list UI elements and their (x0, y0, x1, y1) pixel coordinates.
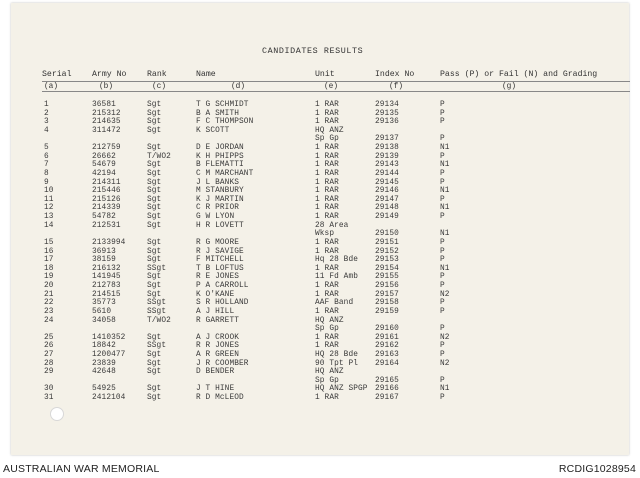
cell-unit: 1 RAR (315, 161, 339, 170)
cell-army-no: 26662 (92, 152, 116, 161)
cell-result: P (440, 135, 445, 144)
cell-unit: 1 RAR (315, 144, 339, 153)
cell-serial: 28 (44, 359, 54, 368)
cell-unit: 1 RAR (315, 109, 339, 118)
cell-index-no: 29165 (375, 376, 399, 385)
cell-unit: 1 RAR (315, 187, 339, 196)
cell-serial: 14 (44, 221, 54, 230)
cell-rank: Sgt (147, 144, 162, 153)
cell-result: N1 (440, 144, 450, 153)
cell-rank: Sgt (147, 333, 162, 342)
cell-army-no: 54679 (92, 161, 116, 170)
header-name: Name (196, 70, 216, 79)
cell-serial: 21 (44, 290, 54, 299)
cell-unit: HQ ANZ SPGP (315, 385, 368, 394)
cell-result: P (440, 282, 445, 291)
cell-unit: 28 Area (315, 221, 349, 230)
cell-name: J L BANKS (196, 178, 240, 187)
cell-unit: 11 Fd Amb (315, 273, 359, 282)
cell-rank: SSgt (147, 264, 167, 273)
table-row (0, 135, 640, 143)
cell-army-no: 35773 (92, 299, 116, 308)
table-row (0, 222, 640, 230)
cell-rank: T/WO2 (147, 152, 171, 161)
table-row (0, 334, 640, 342)
cell-serial: 23 (44, 307, 54, 316)
header-serial: Serial (42, 70, 72, 79)
cell-serial: 13 (44, 213, 54, 222)
cell-unit: 1 RAR (315, 238, 339, 247)
table-row (0, 110, 640, 118)
cell-name: G W LYON (196, 213, 235, 222)
header-rule-top (42, 81, 630, 82)
cell-serial: 27 (44, 350, 54, 359)
cell-result: N1 (440, 187, 450, 196)
cell-unit: 1 RAR (315, 178, 339, 187)
cell-unit: Wksp (315, 230, 335, 239)
cell-rank: Sgt (147, 238, 162, 247)
cell-army-no: 214339 (92, 204, 121, 213)
table-row (0, 196, 640, 204)
cell-rank: SSgt (147, 307, 167, 316)
cell-rank: SSgt (147, 342, 167, 351)
cell-rank: T/WO2 (147, 316, 171, 325)
cell-army-no: 214311 (92, 178, 121, 187)
punch-hole (50, 407, 64, 421)
cell-rank: Sgt (147, 204, 162, 213)
cell-army-no: 23839 (92, 359, 116, 368)
cell-index-no: 29147 (375, 195, 399, 204)
cell-army-no: 1410352 (92, 333, 126, 342)
cell-serial: 30 (44, 385, 54, 394)
cell-army-no: 2412104 (92, 394, 126, 403)
cell-name: R D McLEOD (196, 394, 244, 403)
footer-institution: AUSTRALIAN WAR MEMORIAL (3, 463, 160, 475)
cell-name: C R PRIOR (196, 204, 240, 213)
cell-army-no: 214635 (92, 118, 121, 127)
cell-index-no: 29135 (375, 109, 399, 118)
col-letter-d: (d) (231, 83, 246, 91)
cell-unit: 1 RAR (315, 101, 339, 109)
cell-serial: 25 (44, 333, 54, 342)
cell-army-no: 2133994 (92, 238, 126, 247)
cell-result: P (440, 118, 445, 127)
cell-serial: 17 (44, 256, 54, 265)
cell-rank: Sgt (147, 126, 162, 135)
cell-unit: 1 RAR (315, 342, 339, 351)
cell-name: F C THOMPSON (196, 118, 254, 127)
table-row (0, 101, 640, 109)
cell-name: K O'KANE (196, 290, 235, 299)
table-row (0, 144, 640, 152)
cell-army-no: 54925 (92, 385, 116, 394)
cell-rank: Sgt (147, 101, 162, 109)
cell-rank: Sgt (147, 169, 162, 178)
col-letter-b: (b) (99, 83, 114, 91)
cell-unit: Sp Gp (315, 135, 339, 144)
table-row (0, 299, 640, 307)
cell-unit: Sp Gp (315, 376, 339, 385)
header-index-no: Index No (375, 70, 415, 79)
cell-name: F MITCHELL (196, 256, 244, 265)
cell-rank: Sgt (147, 359, 162, 368)
col-letter-f: (f) (389, 83, 404, 91)
table-row (0, 161, 640, 169)
cell-index-no: 29157 (375, 290, 399, 299)
cell-army-no: 36581 (92, 101, 116, 109)
cell-index-no: 29143 (375, 161, 399, 170)
cell-unit: 1 RAR (315, 282, 339, 291)
cell-army-no: 36913 (92, 247, 116, 256)
cell-serial: 2 (44, 109, 49, 118)
cell-name: R GARRETT (196, 316, 240, 325)
cell-result: P (440, 101, 445, 109)
cell-unit: 1 RAR (315, 152, 339, 161)
cell-name: C M MARCHANT (196, 169, 254, 178)
cell-army-no: 1200477 (92, 350, 126, 359)
cell-serial: 9 (44, 178, 49, 187)
cell-index-no: 29148 (375, 204, 399, 213)
table-row (0, 273, 640, 281)
cell-army-no: 214515 (92, 290, 121, 299)
cell-army-no: 215126 (92, 195, 121, 204)
cell-name: A J CROOK (196, 333, 240, 342)
cell-unit: 1 RAR (315, 118, 339, 127)
cell-name: T B LOFTUS (196, 264, 244, 273)
cell-index-no: 29144 (375, 169, 399, 178)
cell-index-no: 29158 (375, 299, 399, 308)
cell-unit: Hq 28 Bde (315, 256, 359, 265)
cell-serial: 7 (44, 161, 49, 170)
cell-index-no: 29152 (375, 247, 399, 256)
cell-unit: 1 RAR (315, 333, 339, 342)
cell-result: P (440, 342, 445, 351)
cell-serial: 22 (44, 299, 54, 308)
cell-army-no: 212783 (92, 282, 121, 291)
table-row (0, 170, 640, 178)
table-row (0, 118, 640, 126)
cell-index-no: 29159 (375, 307, 399, 316)
table-row (0, 282, 640, 290)
cell-name: D BENDER (196, 368, 235, 377)
table-row (0, 308, 640, 316)
cell-army-no: 18842 (92, 342, 116, 351)
cell-index-no: 29136 (375, 118, 399, 127)
cell-index-no: 29156 (375, 282, 399, 291)
cell-name: J T HINE (196, 385, 235, 394)
table-row (0, 230, 640, 238)
cell-army-no: 216132 (92, 264, 121, 273)
cell-unit: HQ 28 Bde (315, 350, 359, 359)
cell-name: D E JORDAN (196, 144, 244, 153)
cell-rank: Sgt (147, 273, 162, 282)
col-letter-e: (e) (324, 83, 339, 91)
cell-rank: Sgt (147, 247, 162, 256)
cell-index-no: 29164 (375, 359, 399, 368)
cell-unit: AAF Band (315, 299, 354, 308)
cell-index-no: 29162 (375, 342, 399, 351)
cell-result: P (440, 238, 445, 247)
cell-army-no: 42194 (92, 169, 116, 178)
cell-rank: Sgt (147, 178, 162, 187)
cell-serial: 3 (44, 118, 49, 127)
cell-unit: HQ ANZ (315, 126, 344, 135)
cell-serial: 18 (44, 264, 54, 273)
cell-result: N2 (440, 333, 450, 342)
cell-serial: 11 (44, 195, 54, 204)
table-row (0, 360, 640, 368)
cell-serial: 20 (44, 282, 54, 291)
cell-index-no: 29153 (375, 256, 399, 265)
cell-name: M STANBURY (196, 187, 244, 196)
col-letter-g: (g) (502, 83, 517, 91)
cell-result: P (440, 325, 445, 334)
table-row (0, 213, 640, 221)
cell-unit: 1 RAR (315, 213, 339, 222)
cell-serial: 10 (44, 187, 54, 196)
cell-result: N1 (440, 204, 450, 213)
cell-unit: HQ ANZ (315, 368, 344, 377)
cell-result: N2 (440, 359, 450, 368)
cell-rank: Sgt (147, 350, 162, 359)
cell-rank: Sgt (147, 118, 162, 127)
cell-name: R E JONES (196, 273, 240, 282)
cell-rank: Sgt (147, 282, 162, 291)
table-row (0, 153, 640, 161)
header-army-no: Army No (92, 70, 127, 79)
col-letter-c: (c) (152, 83, 167, 91)
cell-result: N1 (440, 161, 450, 170)
cell-index-no: 29145 (375, 178, 399, 187)
cell-unit: 1 RAR (315, 307, 339, 316)
header-rank: Rank (147, 70, 167, 79)
cell-army-no: 311472 (92, 126, 121, 135)
cell-name: J R COOMBER (196, 359, 249, 368)
cell-army-no: 5610 (92, 307, 112, 316)
cell-unit: 1 RAR (315, 394, 339, 403)
cell-result: P (440, 213, 445, 222)
cell-army-no: 212759 (92, 144, 121, 153)
cell-name: K H PHIPPS (196, 152, 244, 161)
cell-serial: 26 (44, 342, 54, 351)
cell-unit: HQ ANZ (315, 316, 344, 325)
cell-serial: 16 (44, 247, 54, 256)
cell-result: P (440, 273, 445, 282)
cell-index-no: 29154 (375, 264, 399, 273)
cell-name: R J SAVIGE (196, 247, 244, 256)
col-letter-a: (a) (44, 83, 59, 91)
header-unit: Unit (315, 70, 335, 79)
cell-rank: Sgt (147, 213, 162, 222)
cell-serial: 15 (44, 238, 54, 247)
cell-serial: 5 (44, 144, 49, 153)
cell-army-no: 215312 (92, 109, 121, 118)
cell-serial: 6 (44, 152, 49, 161)
cell-serial: 8 (44, 169, 49, 178)
cell-result: N1 (440, 264, 450, 273)
cell-rank: Sgt (147, 161, 162, 170)
cell-result: N2 (440, 290, 450, 299)
cell-rank: Sgt (147, 187, 162, 196)
table-row (0, 179, 640, 187)
table-row (0, 342, 640, 350)
cell-name: H R LOVETT (196, 221, 244, 230)
cell-unit: 1 RAR (315, 195, 339, 204)
cell-serial: 1 (44, 101, 49, 109)
cell-army-no: 54782 (92, 213, 116, 222)
cell-unit: 1 RAR (315, 204, 339, 213)
table-row (0, 394, 640, 402)
cell-name: K J MARTIN (196, 195, 244, 204)
cell-result: P (440, 376, 445, 385)
cell-rank: Sgt (147, 368, 162, 377)
table-row (0, 265, 640, 273)
cell-army-no: 34058 (92, 316, 116, 325)
cell-index-no: 29134 (375, 101, 399, 109)
cell-index-no: 29137 (375, 135, 399, 144)
cell-name: T G SCHMIDT (196, 101, 249, 109)
cell-index-no: 29150 (375, 230, 399, 239)
cell-serial: 31 (44, 394, 54, 403)
cell-result: P (440, 109, 445, 118)
cell-army-no: 215446 (92, 187, 121, 196)
cell-index-no: 29161 (375, 333, 399, 342)
cell-result: P (440, 169, 445, 178)
table-row (0, 317, 640, 325)
cell-name: A J HILL (196, 307, 235, 316)
cell-result: P (440, 195, 445, 204)
cell-result: P (440, 394, 445, 403)
table-row (0, 325, 640, 333)
table-row (0, 385, 640, 393)
cell-name: S R HOLLAND (196, 299, 249, 308)
table-row (0, 291, 640, 299)
cell-name: R R JONES (196, 342, 240, 351)
cell-rank: SSgt (147, 299, 167, 308)
cell-army-no: 38159 (92, 256, 116, 265)
cell-index-no: 29138 (375, 144, 399, 153)
cell-index-no: 29139 (375, 152, 399, 161)
cell-name: A R GREEN (196, 350, 240, 359)
cell-unit: 1 RAR (315, 264, 339, 273)
table-row (0, 368, 640, 376)
cell-index-no: 29146 (375, 187, 399, 196)
cell-result: N1 (440, 385, 450, 394)
table-row (0, 204, 640, 212)
cell-name: B A SMITH (196, 109, 240, 118)
cell-unit: 1 RAR (315, 290, 339, 299)
cell-result: P (440, 152, 445, 161)
cell-result: P (440, 256, 445, 265)
cell-rank: Sgt (147, 290, 162, 299)
cell-army-no: 212531 (92, 221, 121, 230)
document-title: CANDIDATES RESULTS (262, 46, 364, 56)
cell-serial: 12 (44, 204, 54, 213)
table-row (0, 239, 640, 247)
cell-army-no: 141945 (92, 273, 121, 282)
cell-unit: 1 RAR (315, 169, 339, 178)
cell-serial: 19 (44, 273, 54, 282)
table-row (0, 351, 640, 359)
table-row (0, 248, 640, 256)
cell-name: R G MOORE (196, 238, 240, 247)
cell-result: P (440, 307, 445, 316)
cell-index-no: 29151 (375, 238, 399, 247)
cell-serial: 29 (44, 368, 54, 377)
cell-index-no: 29167 (375, 394, 399, 403)
header-result: Pass (P) or Fail (N) and Grading (440, 70, 598, 79)
table-row (0, 127, 640, 135)
cell-unit: 90 Tpt Pl (315, 359, 359, 368)
cell-name: B FLEMATTI (196, 161, 244, 170)
cell-rank: Sgt (147, 394, 162, 403)
cell-index-no: 29163 (375, 350, 399, 359)
table-row (0, 256, 640, 264)
cell-rank: Sgt (147, 195, 162, 204)
footer-record-id: RCDIG1028954 (558, 463, 636, 475)
cell-serial: 24 (44, 316, 54, 325)
cell-unit: 1 RAR (315, 247, 339, 256)
cell-index-no: 29149 (375, 213, 399, 222)
table-row (0, 187, 640, 195)
cell-rank: Sgt (147, 221, 162, 230)
cell-name: K SCOTT (196, 126, 230, 135)
cell-result: N1 (440, 230, 450, 239)
cell-result: P (440, 247, 445, 256)
cell-name: P A CARROLL (196, 282, 249, 291)
cell-result: P (440, 299, 445, 308)
table-row (0, 377, 640, 385)
cell-unit: Sp Gp (315, 325, 339, 334)
cell-result: P (440, 178, 445, 187)
cell-serial: 4 (44, 126, 49, 135)
cell-rank: Sgt (147, 385, 162, 394)
cell-rank: Sgt (147, 109, 162, 118)
header-rule-bottom (42, 91, 630, 92)
cell-index-no: 29160 (375, 325, 399, 334)
cell-army-no: 42648 (92, 368, 116, 377)
cell-index-no: 29166 (375, 385, 399, 394)
cell-rank: Sgt (147, 256, 162, 265)
cell-index-no: 29155 (375, 273, 399, 282)
cell-result: P (440, 350, 445, 359)
